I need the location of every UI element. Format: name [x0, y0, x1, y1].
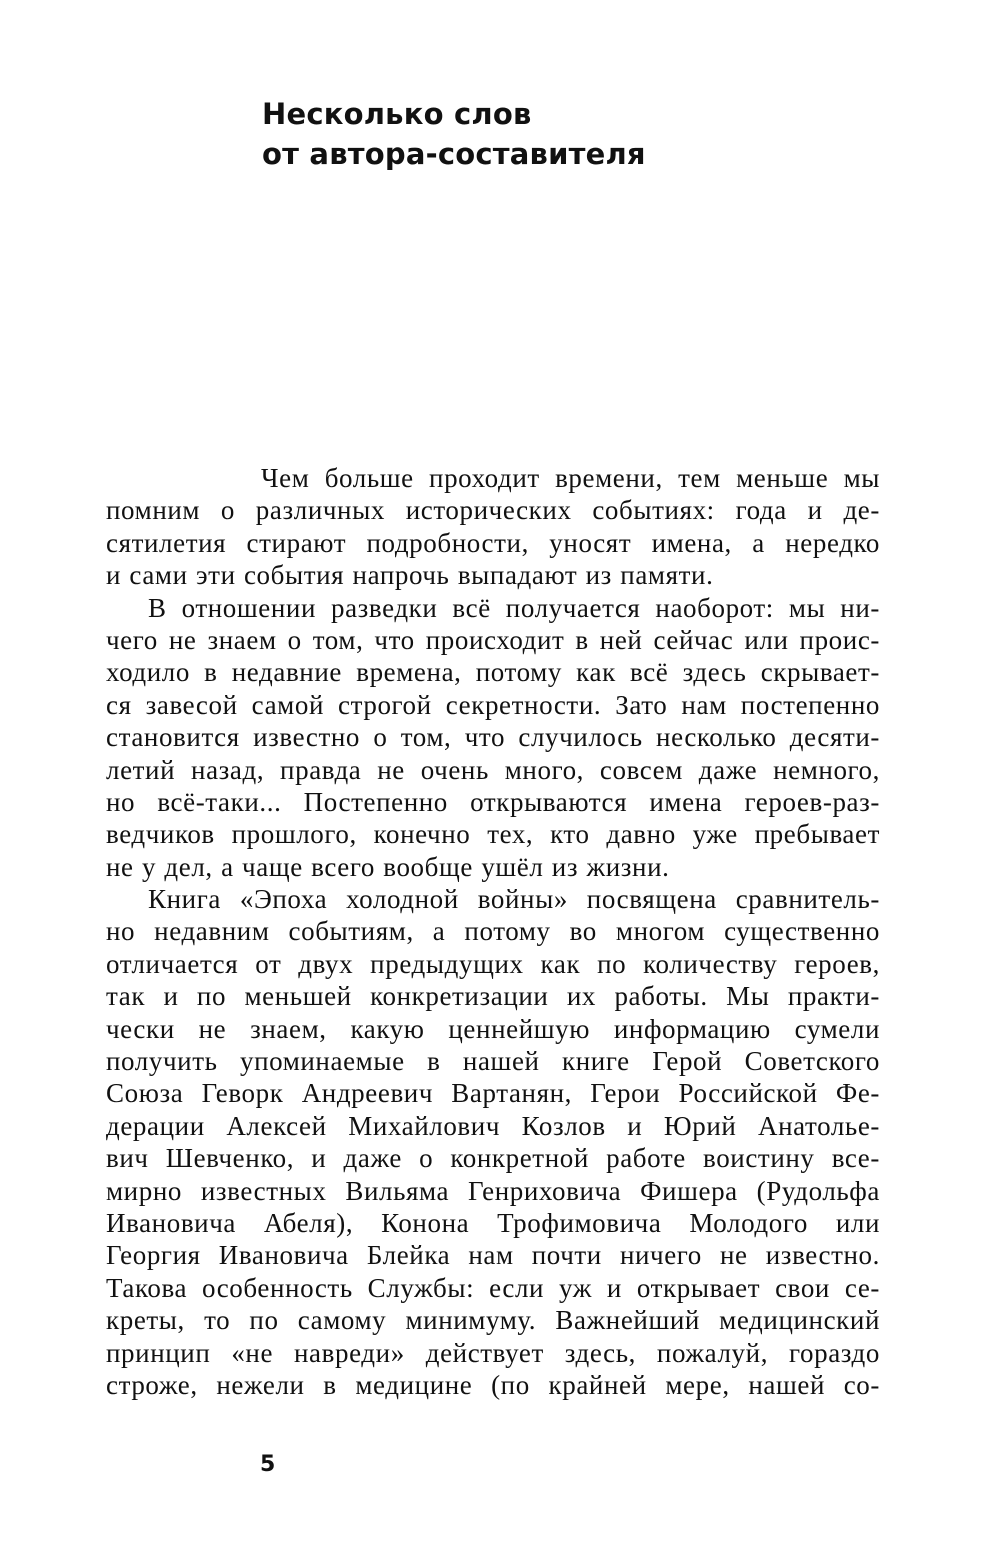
text-line: ведчиков прошлого, конечно тех, кто давно уже пребывает: [106, 819, 880, 850]
page-number: 5: [260, 1452, 276, 1477]
text-line: но всё-таки... Постепенно открываются имена героев-раз-: [106, 786, 880, 817]
text-line: Книга «Эпоха холодной войны» посвящена сравнитель-: [148, 884, 880, 915]
text-line: Ивановича Абеля), Конона Трофимовича Молодого или: [106, 1207, 880, 1238]
text-line: не у дел, а чаще всего вообще ушёл из жизни.: [106, 851, 670, 882]
chapter-title: [262, 94, 646, 174]
text-line: Такова особенность Службы: если уж и открывает свои се-: [106, 1272, 880, 1303]
text-line: мирно известных Вильяма Генриховича Фишера (Рудольфа: [106, 1175, 880, 1206]
body-text: [106, 462, 880, 1401]
text-line: сятилетия стирают подробности, уносят имена, а нередко: [106, 527, 880, 558]
chapter-title-line-2: от автора-составителя: [262, 137, 646, 171]
text-line: помним о различных исторических событиях: года и де-: [106, 495, 880, 526]
text-line: строже, нежели в медицине (по крайней мере, нашей со-: [106, 1369, 880, 1400]
text-line: и сами эти события напрочь выпадают из памяти.: [106, 560, 714, 591]
text-line: вич Шевченко, и даже о конкретной работе воистину все-: [106, 1143, 880, 1174]
text-line: В отношении разведки всё получается наоборот: мы ни-: [148, 592, 880, 623]
text-line: ходило в недавние времена, потому как всё здесь скрывает-: [106, 657, 880, 688]
text-line: чески не знаем, какую ценнейшую информацию сумели: [106, 1013, 880, 1044]
text-line: так и по меньшей конкретизации их работы. Мы практи-: [106, 981, 880, 1012]
text-line: отличается от двух предыдущих как по количеству героев,: [106, 948, 880, 979]
text-line: получить упоминаемые в нашей книге Герой Советского: [106, 1046, 880, 1077]
text-line: летий назад, правда не очень много, совсем даже немного,: [106, 754, 880, 785]
text-line: Георгия Ивановича Блейка нам почти ничего не известно.: [106, 1240, 880, 1271]
text-line: принцип «не навреди» действует здесь, пожалуй, гораздо: [106, 1337, 880, 1368]
chapter-title-line-1: Несколько слов: [262, 97, 532, 131]
text-line: дерации Алексей Михайлович Козлов и Юрий Анатолье-: [106, 1110, 880, 1141]
text-line: Союза Геворк Андреевич Вартанян, Герои Российской Фе-: [106, 1078, 880, 1109]
text-line: креты, то по самому минимуму. Важнейший медицинский: [106, 1305, 880, 1336]
text-line: но недавним событиям, а потому во многом существенно: [106, 916, 880, 947]
text-line: чего не знаем о том, что происходит в ней сейчас или проис-: [106, 624, 880, 655]
text-line: ся завесой самой строгой секретности. Зато нам постепенно: [106, 689, 880, 720]
text-line: Чем больше проходит времени, тем меньше мы: [261, 463, 880, 493]
text-line: становится известно о том, что случилось несколько десяти-: [106, 722, 880, 753]
